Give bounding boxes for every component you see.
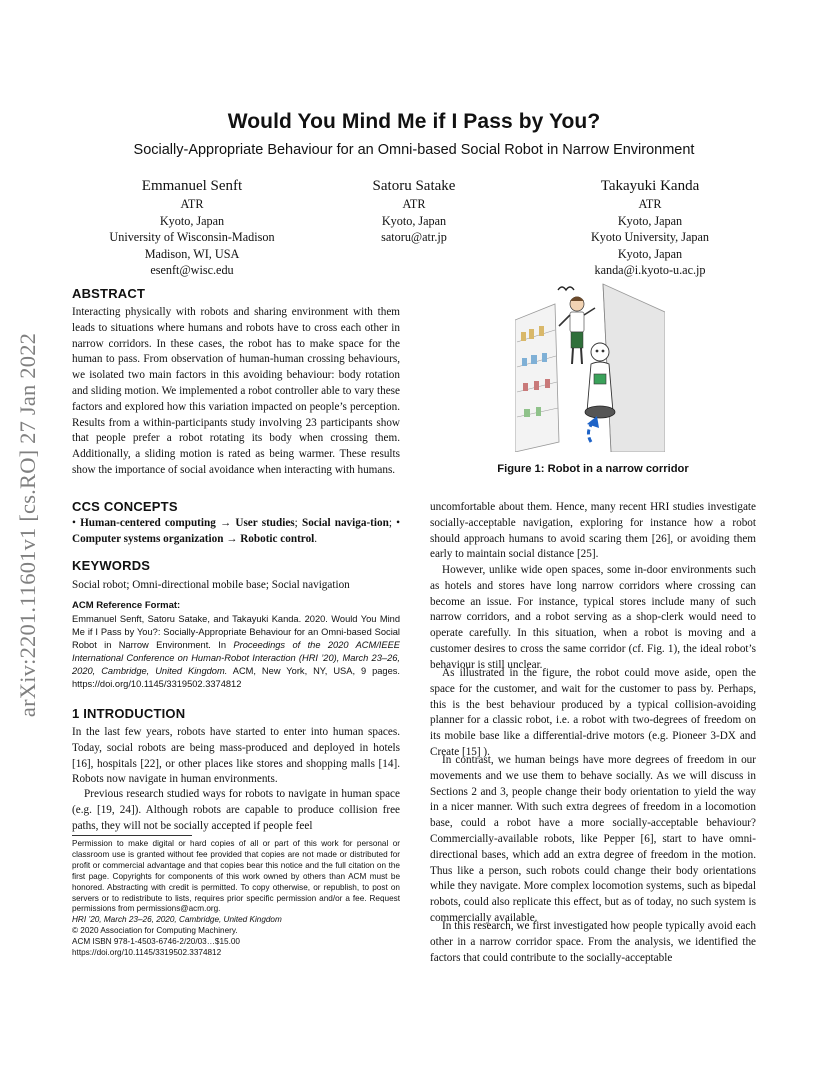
body-paragraph-3: As illustrated in the figure, the robot could move aside, open the space for the customer, and wait for the customer to pass by. Perhaps, this is the best behaviour produced by a typical collision-avoiding planner for a classic robot, i.e. a robot with two-degrees of freedom on its mobile base like a differential-drive motors (e.g. Pioneer 3-DX and Create [15] ). <box>430 667 756 758</box>
author-affiliation: Kyoto, Japan <box>617 246 683 261</box>
author-affiliation: Madison, WI, USA <box>144 246 240 261</box>
body-paragraph-5: In this research, we first investigated how people typically avoid each other in a narrow corridor space. From the analysis, we identified the factors that could contribute to the socially-acceptable <box>430 920 756 964</box>
author-affiliation: Kyoto University, Japan <box>590 230 710 245</box>
body-paragraph-2: However, unlike wide open spaces, some in-door environments such as hotels and stores have long narrow corridors where crossing can become an issue. For instance, typical stores include many of such narrow corridors, and a robot serving as a shop-clerk would need to operate carefully. In this situation, when a robot is moving and a customer desires to cross the same corridor (cf. Fig. 1), the ideal robot’s behaviour is still unclear. <box>430 564 756 671</box>
author-affiliation: ATR <box>638 197 662 211</box>
ccs-term: Human-centered computing <box>80 517 216 529</box>
keywords-heading: KEYWORDS <box>72 558 151 573</box>
author-name: Emmanuel Senft <box>141 178 243 194</box>
acm-ref-authors: Emmanuel Senft, Satoru Satake, and Takayuki Kanda. 2020. Would You Mind Me if I Pass by You?: Socially-Appropriate Behaviour for an Omni-based Social Robot in Narrow Environment. In <box>72 614 400 650</box>
author-affiliation: Kyoto, Japan <box>381 213 447 228</box>
arxiv-stamp <box>8 290 48 760</box>
acm-ref-heading: ACM Reference Format: <box>72 600 181 611</box>
acm-ref-proceedings: Proceedings of the 2020 ACM/IEEE International Conference on Human-Robot Interaction (HRI ’20), March 23–26, 2020, Cambridge, United Kingdom. <box>72 639 400 676</box>
ccs-term: Robotic control <box>240 532 315 545</box>
body-paragraph-1: uncomfortable about them. Hence, many recent HRI studies investigate socially-acceptable navigation, exploring for instance how a robot should approach humans to avoid scaring them [26], or avoiding them early to maintain social distance [25]. <box>430 501 756 561</box>
keywords-text: Social robot; Omni-directional mobile base; Social navigation <box>72 579 350 591</box>
author-affiliation: University of Wisconsin-Madison <box>109 230 275 245</box>
figure-1-image <box>515 282 665 452</box>
acm-ref-tail: ACM, New York, NY, USA, 9 pages. https://doi.org/10.1145/3319502.3374812 <box>72 665 401 689</box>
author-block-1 <box>92 176 292 279</box>
paper-subtitle: Socially-Appropriate Behaviour for an Omni-based Social Robot in Narrow Environment <box>133 142 695 158</box>
author-email: kanda@i.kyoto-u.ac.jp <box>594 263 706 278</box>
permission-notice: Permission to make digital or hard copies of all or part of this work for personal or classroom use is granted without fee provided that copies are not made or distributed for profit or commercial advantage and that copies bear this notice and the full citation on the first page. Copyrights for components of this work owned by others than ACM must be honored. Abstracting with credit is permitted. To copy otherwise, or republish, to post on servers or to redistribute to lists, requires prior specific permission and/or a fee. Request permissions from permissions@acm.org. <box>72 839 400 914</box>
footnote-copyright: © 2020 Association for Computing Machinery. <box>72 926 238 936</box>
footnote-rule <box>72 835 192 836</box>
author-email: esenft@wisc.edu <box>150 263 234 278</box>
author-name: Satoru Satake <box>372 178 456 194</box>
intro-heading: 1 INTRODUCTION <box>72 706 186 721</box>
footnote <box>72 839 400 959</box>
ccs-term: Computer systems organization <box>72 532 224 545</box>
author-affiliation: ATR <box>402 197 426 211</box>
ccs-term: Social naviga-tion <box>301 517 389 529</box>
author-block-2 <box>334 176 494 246</box>
paper-title: Would You Mind Me if I Pass by You? <box>227 110 601 133</box>
author-affiliation: ATR <box>180 197 204 211</box>
author-block-3 <box>550 176 750 279</box>
figure-1-caption: Figure 1: Robot in a narrow corridor <box>497 463 689 475</box>
author-email: satoru@atr.jp <box>381 230 447 245</box>
abstract-text: Interacting physically with robots and sharing environment with them leads to situations where humans and robots have to cross each other in narrow corridors. In these cases, the robot has to make space for the human to pass. From observation of human-human crossing behaviours, we isolated two main factors in this avoiding behaviour: body rotation and sliding motion. We implemented a robot controller able to vary these factors and explored how this variation impacted on people’s perception. Results from a within-participants study involving 23 participants show that people prefer a robot rotating its body when crossing them. Additionally, a sliding motion is rated as being warmer. These results show the importance of social avoidance when interacting with humans. <box>72 306 400 476</box>
ccs-heading: CCS CONCEPTS <box>72 499 178 514</box>
author-affiliation: Kyoto, Japan <box>159 213 225 228</box>
ccs-concepts: • Human-centered computing → User studies; Social naviga-tion; • Computer systems organization → Robotic control. <box>72 517 401 545</box>
abstract-heading: ABSTRACT <box>72 286 146 301</box>
footnote-doi: https://doi.org/10.1145/3319502.3374812 <box>72 948 222 958</box>
intro-paragraph-2: Previous research studied ways for robots to navigate in human space (e.g. [19, 24]). Although robots are capable to produce collision free paths, they will not be socially accepted if people feel <box>72 788 400 832</box>
footnote-venue: HRI ’20, March 23–26, 2020, Cambridge, United Kingdom <box>72 915 282 925</box>
arxiv-stamp-text: arXiv:2201.11601v1 [cs.RO] 27 Jan 2022 <box>15 332 40 718</box>
robot-corridor-illustration <box>515 282 665 452</box>
acm-ref-text <box>72 613 400 690</box>
footnote-isbn: ACM ISBN 978-1-4503-6746-2/20/03…$15.00 <box>72 937 240 947</box>
author-affiliation: Kyoto, Japan <box>617 213 683 228</box>
body-paragraph-4: In contrast, we human beings have more degrees of freedom in our movements and we use them to behave socially. As we will discuss in Sections 2 and 3, people change their body orientation to yield the way in a nicer manner. With such extra degrees of freedom in a locomotion base, could a robot have a more socially-acceptable behaviour? Commercially-available robots, like Pepper [6], start to have omni-directional bases, which add an extra degree of freedom in the motion. Thus like a person, such robots could change their body orientations while they navigate. More complex locomotion systems, such as bipedal robots, could also replicate this effect, but as of today, no such system is commercially available. <box>430 754 756 924</box>
intro-paragraph-1: In the last few years, robots have started to enter into human spaces. Today, social robots are being mass-produced and deployed in hotels [16], hospitals [22], or other places like stores and shopping malls [14]. Robots now navigate in human environments. <box>72 726 400 786</box>
author-name: Takayuki Kanda <box>600 178 700 194</box>
ccs-term: User studies <box>235 517 295 529</box>
